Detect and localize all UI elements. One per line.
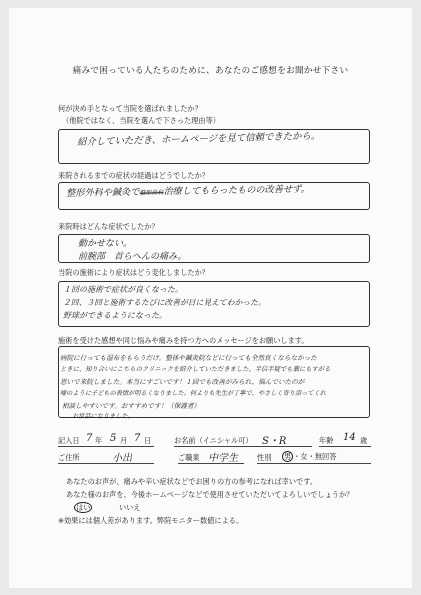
gender-sep-1: ・ (293, 452, 301, 461)
job-label: ご職業 (178, 453, 200, 462)
answer-1-text: 紹介していただき、ホームページを見て信頼できたから。 (76, 130, 321, 148)
job-underline (178, 463, 244, 464)
initial-label: お名前（イニシャル可） (174, 436, 253, 445)
age-label: 年齢 (319, 436, 334, 445)
footer-line-2: あなた様のお声を、今後ホームページなどで使用させていただいてよろしいでしょうか？ (66, 490, 354, 499)
gender-options (282, 451, 336, 462)
question-1-sub: （他院ではなく、当院を選んで下さった理由等） (62, 116, 220, 125)
question-5: 施術を受けた感想や同じ悩みや痛みを持つ方へのメッセージをお願いします。 (58, 336, 309, 345)
footer-note: ※効果には個人差があります。弊院モニター数値による。 (58, 516, 244, 525)
year-unit: 年 (95, 436, 103, 445)
entry-month: 5 (110, 433, 117, 444)
question-2: 来院されるまでの症状の経過はどうでしたか？ (58, 171, 209, 180)
date-underline (58, 446, 154, 447)
answer-3-line-2: 前腕部 首らへんの痛み。 (78, 252, 187, 262)
question-3: 来院時はどんな症状でしたか？ (58, 222, 159, 231)
answer-5-line-4: 嘘のように子どもの表情が明るくなりました。何よりも先生が丁寧で、やさしく寄り添ってくれ (60, 390, 326, 397)
day-unit: 日 (144, 436, 152, 445)
answer-5-line-3: 思いで来院しました。本当にすごいです！１回でも改善がみられ、悩んでいたのが (60, 378, 305, 386)
address-label: ご住所 (58, 453, 80, 462)
gender-underline (257, 463, 371, 464)
age-unit: 歳 (360, 436, 368, 445)
consent-no-option[interactable]: いいえ (118, 503, 141, 512)
age-value: 14 (343, 432, 356, 443)
gender-male-option[interactable]: 男 (284, 452, 292, 461)
answer-4-line-2: ２回、３回と施術するたびに改善が目に見えてわかった。 (63, 298, 266, 307)
initial-underline (174, 446, 312, 447)
consent-yes-option[interactable]: はい (76, 503, 91, 512)
address-underline (58, 463, 154, 464)
age-underline (319, 446, 371, 447)
footer-line-1: あなたのお声が、痛みや辛い症状などでお困りの方の参考になれば幸いです。 (66, 477, 317, 486)
answer-2-part1: 整形外科や鍼灸で (65, 186, 140, 199)
initial-value: S・R (262, 436, 287, 447)
entry-year: 7 (86, 433, 93, 444)
answer-5-line-1: 病院に行っても湿布をもらうだけ。整体や鍼灸院などに行っても全然良くならなかった (60, 354, 317, 362)
answer-2-part2: 治療してもらったものの改善せず。 (163, 183, 310, 198)
month-unit: 月 (120, 436, 128, 445)
answer-5-line-5: 相談しやすいです。おすすめです！（保護者） (62, 402, 201, 410)
address-value: 小出 (112, 453, 132, 464)
job-value: 中学生 (208, 453, 238, 464)
question-4: 当院の施術により症状はどう変化しましたか？ (58, 268, 209, 277)
question-1: 何が決め手となって当院を選ばれましたか？ (58, 104, 202, 113)
gender-female-option[interactable]: 女 (300, 452, 308, 461)
answer-4-line-3: 野球ができるようになった。 (63, 311, 167, 320)
consent-options (74, 502, 141, 513)
gender-none-option[interactable]: 無回答 (314, 452, 337, 461)
gender-label: 性別 (257, 453, 272, 462)
entry-day: 7 (134, 433, 141, 444)
answer-5-line-2: ときに、知り合いにこちらのクリニックを紹介していただきました。半信半疑でも藁にもすがる (60, 366, 331, 373)
entry-date-label: 記入日 (58, 436, 80, 445)
answer-3-line-1: 動かせない。 (78, 239, 133, 249)
form-title: 痛みで困っている人たちのために、あなたのご感想をお聞かせ下さい (72, 66, 349, 76)
answer-2-struck: 整形外科 (139, 189, 164, 197)
answer-4-line-1: １回の施術で症状が良くなった。 (63, 285, 183, 294)
answer-5-tail: お世話になりました。 (72, 413, 134, 420)
gender-sep-2: ・ (307, 452, 315, 461)
